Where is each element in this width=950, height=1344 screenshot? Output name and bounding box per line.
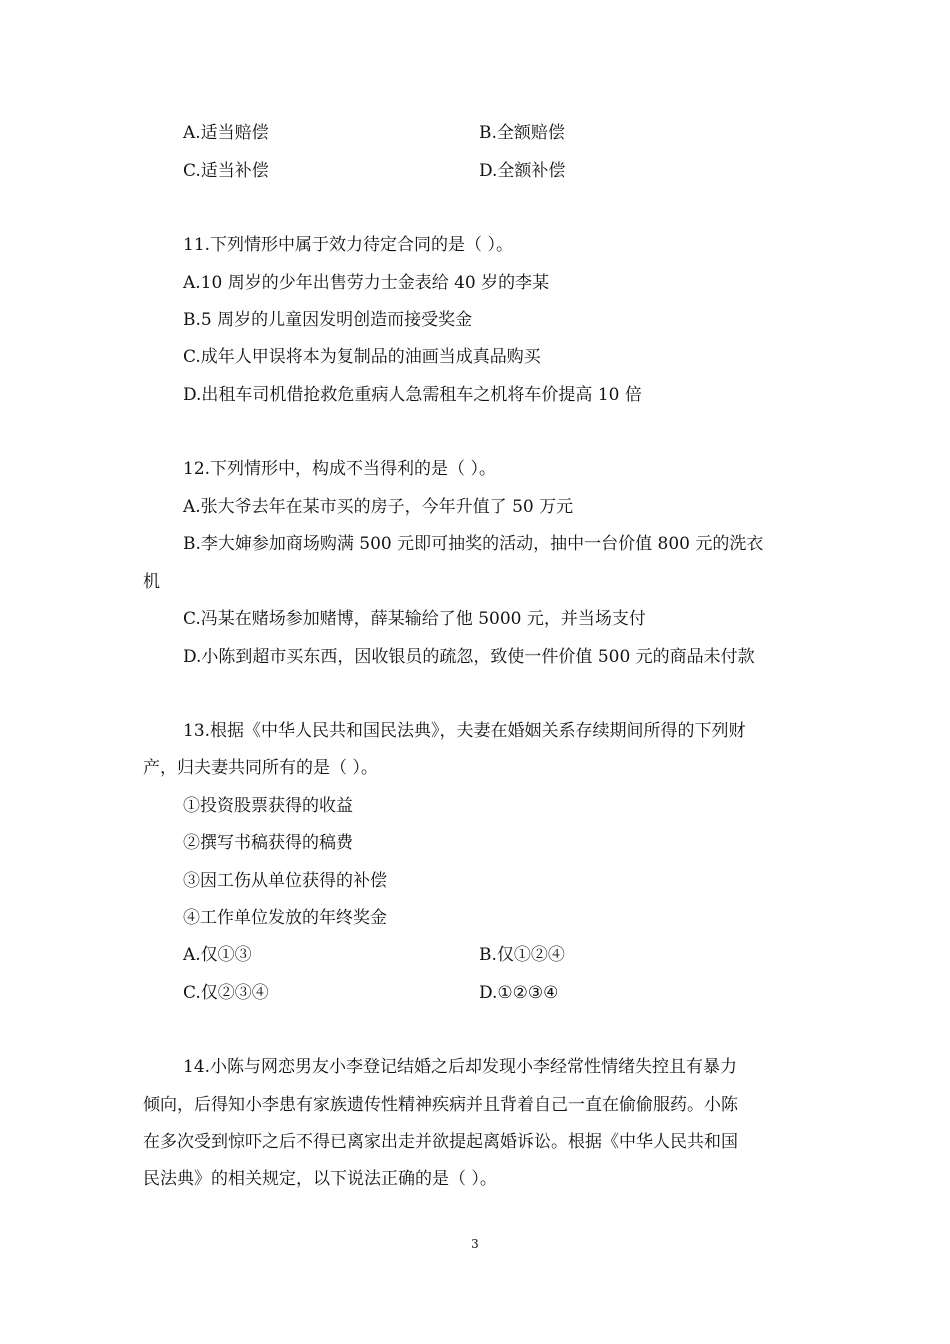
q13-stem-line1: 13.根据《中华人民共和国民法典》，夫妻在婚姻关系存续期间所得的下列财	[183, 721, 746, 741]
q14-stem-line4: 民法典》的相关规定，以下说法正确的是（ ）。	[143, 1169, 497, 1189]
q12-option-b-line2: 机	[143, 572, 160, 592]
q14-stem-line2: 倾向，后得知小李患有家族遗传性精神疾病并且背着自己一直在偷偷服药。小陈	[143, 1095, 738, 1115]
q10-option-a: A.适当赔偿	[183, 123, 269, 143]
q11-option-a: A.10 周岁的少年出售劳力士金表给 40 岁的李某	[183, 273, 550, 293]
q12-option-d: D.小陈到超市买东西，因收银员的疏忽，致使一件价值 500 元的商品未付款	[183, 647, 755, 667]
q11-option-d: D.出租车司机借抢救危重病人急需租车之机将车价提高 10 倍	[183, 385, 642, 405]
q10-option-c: C.适当补偿	[183, 161, 269, 181]
q11-option-c: C.成年人甲误将本为复制品的油画当成真品购买	[183, 347, 541, 367]
q13-option-d: D.①②③④	[479, 983, 559, 1003]
q11-option-b: B.5 周岁的儿童因发明创造而接受奖金	[183, 310, 473, 330]
q13-stem-line2: 产，归夫妻共同所有的是（ ）。	[143, 758, 378, 778]
q13-option-c: C.仅②③④	[183, 983, 269, 1003]
q13-option-b: B.仅①②④	[479, 945, 565, 965]
q10-option-b: B.全额赔偿	[479, 123, 565, 143]
q13-option-a: A.仅①③	[183, 945, 252, 965]
q12-stem: 12.下列情形中，构成不当得利的是（ ）。	[183, 459, 496, 479]
q12-option-b-line1: B.李大婶参加商场购满 500 元即可抽奖的活动，抽中一台价值 800 元的洗衣	[183, 534, 764, 554]
q13-item-2: ②撰写书稿获得的稿费	[183, 833, 353, 853]
q13-item-3: ③因工伤从单位获得的补偿	[183, 871, 387, 891]
q13-item-1: ①投资股票获得的收益	[183, 796, 353, 816]
q14-stem-line3: 在多次受到惊吓之后不得已离家出走并欲提起离婚诉讼。根据《中华人民共和国	[143, 1132, 738, 1152]
q12-option-c: C.冯某在赌场参加赌博，薛某输给了他 5000 元，并当场支付	[183, 609, 646, 629]
q10-option-d: D.全额补偿	[479, 161, 566, 181]
q13-item-4: ④工作单位发放的年终奖金	[183, 908, 387, 928]
q12-option-a: A.张大爷去年在某市买的房子，今年升值了 50 万元	[183, 497, 574, 517]
page-number: 3	[471, 1237, 479, 1251]
q11-stem: 11.下列情形中属于效力待定合同的是（ ）。	[183, 235, 513, 255]
q14-stem-line1: 14.小陈与网恋男友小李登记结婚之后却发现小李经常性情绪失控且有暴力	[183, 1057, 738, 1077]
